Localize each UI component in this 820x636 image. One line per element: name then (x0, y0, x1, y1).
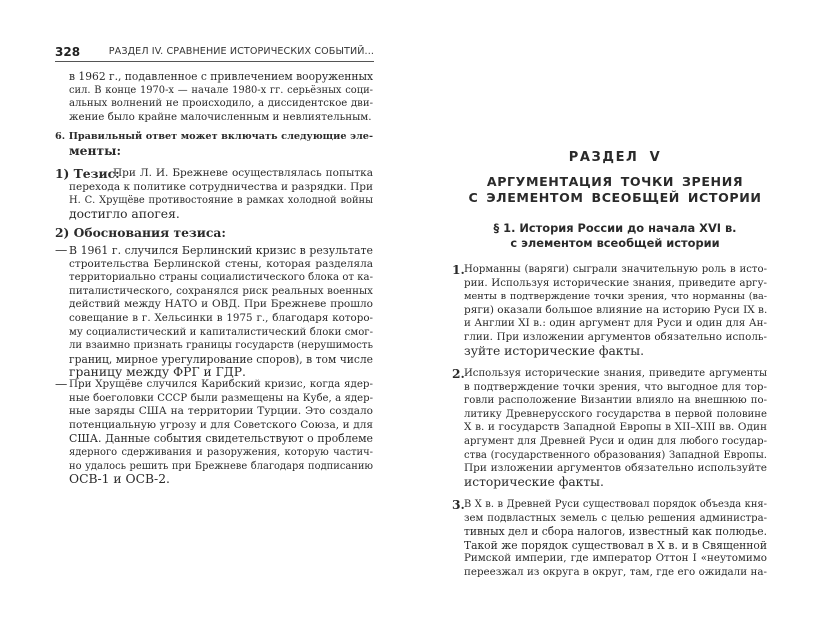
text-line: ли взаимно признать границы государств (нерушимость (69, 340, 373, 352)
text-line: но удалось решить при Брежневе благодаря подписанию (69, 460, 373, 472)
text-line: При изложении аргументов обязательно используйте (464, 462, 767, 475)
text-line: му социалистический и капиталистический блоки смог- (69, 326, 373, 338)
text-line: аргумент для Древней Руси и один для любого государ- (464, 435, 767, 447)
text-line: территориально страны социалистического блока от ка- (69, 272, 373, 284)
text-line: совещание в г. Хельсинки в 1975 г., благодаря которо- (69, 311, 373, 324)
bullet-dash: — (55, 243, 68, 257)
subsection-title (410, 221, 820, 251)
text-line: Используя исторические знания, приведите аргументы (464, 368, 767, 379)
text-line: строительства Берлинской стены, которая разделяла (69, 257, 373, 270)
text-line: альных волнений не происходило, а диссидентское дви- (69, 98, 373, 110)
text-line: и Англии XI в.: один аргумент для Руси и один для Ан- (464, 317, 767, 330)
justification-bullet-2 (69, 378, 373, 487)
answer-item-6 (55, 130, 373, 157)
section-label: РАЗДЕЛ V (568, 150, 662, 165)
intro-paragraph (69, 70, 373, 124)
text-line: ряги) оказали большое влияние на историю Руси IX в. (464, 303, 768, 316)
text-line: сил. В конце 1970-х — начале 1980-х гг. серьёзных соци- (69, 84, 373, 96)
task-2 (464, 367, 767, 489)
task-3 (464, 498, 767, 580)
text-line: ства (государственного образования) Западной Европы. (464, 449, 767, 461)
text-line: потенциальную угрозу и для Советского Союза, и для (69, 418, 373, 431)
text-line: тивных дел и сбора налогов, известный как полюдье. (464, 525, 767, 539)
text-line: При Хрущёве случился Карибский кризис, когда ядер- (69, 378, 373, 390)
text-line: менты: (69, 142, 121, 158)
task-number: 1. (452, 262, 465, 277)
text-line: менты в подтверждение точки зрения, что норманны (ва- (464, 291, 767, 303)
text-line: исторические факты. (464, 474, 604, 489)
text-line: в 1962 г., подавленное с привлечением вооруженных (69, 70, 374, 83)
text-line: ные боеголовки СССР были размещены на Кубе, а ядер- (69, 392, 373, 404)
text-line: ные заряды США на территории Турции. Это создало (69, 405, 373, 418)
running-head-title: РАЗДЕЛ IV. СРАВНЕНИЕ ИСТОРИЧЕСКИХ СОБЫТИЙ... (108, 46, 374, 57)
justification-heading (55, 226, 373, 240)
text-line: достигло апогея. (69, 206, 180, 221)
subsection-title-line: § 1. История России до начала XVI в. (493, 221, 737, 235)
justification-bullet-1 (69, 244, 373, 380)
text-line: литику Древнерусского государства в первой половине (464, 408, 767, 420)
text-line: рии. Используя исторические знания, приведите аргу- (464, 276, 767, 289)
text-line: границу между ФРГ и ГДР. (69, 365, 246, 380)
section-title-line: АРГУМЕНТАЦИЯ ТОЧКИ ЗРЕНИЯ (486, 174, 744, 189)
subsection-title-line: с элементом всеобщей истории (510, 236, 720, 250)
thesis-paragraph (69, 167, 373, 221)
text-line: зем подвластных земель с целью решения администра- (464, 512, 767, 524)
task-1 (464, 263, 767, 358)
page-number: 328 (55, 45, 81, 59)
text-line: перехода к политике сотрудничества и разрядки. При (69, 180, 373, 193)
text-line: США. Данные события свидетельствуют о проблеме (69, 432, 373, 446)
section-title-line: С ЭЛЕМЕНТОМ ВСЕОБЩЕЙ ИСТОРИИ (468, 190, 762, 205)
text-line: границ, мирное урегулирование споров), в том числе (69, 352, 373, 366)
text-line: действий между НАТО и ОВД. При Брежневе прошло (69, 298, 373, 311)
text-line: говли расположение Византии влияло на внешнюю по- (464, 395, 767, 407)
bullet-dash: — (55, 377, 68, 391)
text-line: Такой же порядок существовал в X в. и в Священной (464, 538, 767, 552)
task-number: 2. (452, 366, 465, 381)
text-line: В 1961 г. случился Берлинский кризис в результате (69, 244, 373, 257)
text-line: ядерного сдерживания и разоружения, которую частич- (69, 446, 373, 458)
text-line: При Л. И. Брежневе осуществлялась попытка (113, 167, 373, 179)
running-header (55, 44, 374, 62)
text-line: жение было крайне малочисленным и невлиятельным. (69, 110, 372, 123)
text-line: В X в. в Древней Руси существовал порядок объезда кня- (464, 499, 767, 510)
text-line: Римской империи, где император Оттон I «неутомимо (464, 552, 767, 565)
text-line: 6. Правильный ответ может включать следующие эле- (55, 131, 373, 142)
section-title (410, 174, 820, 206)
text-line: Н. С. Хрущёве противостояние в рамках холодной войны (69, 195, 373, 207)
text-line: X в. и государств Западной Европы в XII–XIII вв. Один (464, 421, 767, 434)
text-line: переезжал из округа в округ, там, где его ожидали на- (464, 565, 767, 578)
text-line: в подтверждение точки зрения, что выгодное для тор- (464, 380, 767, 393)
text-line: ОСВ-1 и ОСВ-2. (69, 472, 170, 487)
thesis-marker: 1) Тезис: (55, 166, 120, 181)
text-line: 2) Обоснования тезиса: (55, 225, 226, 240)
text-line: зуйте исторические факты. (464, 343, 644, 358)
text-line: глии. При изложении аргументов обязательно исполь- (464, 330, 767, 343)
text-line: питалистического, сохранялся риск реальных военных (69, 284, 373, 297)
text-line: Норманны (варяги) сыграли значительную роль в исто- (464, 264, 767, 275)
task-number: 3. (452, 497, 465, 512)
